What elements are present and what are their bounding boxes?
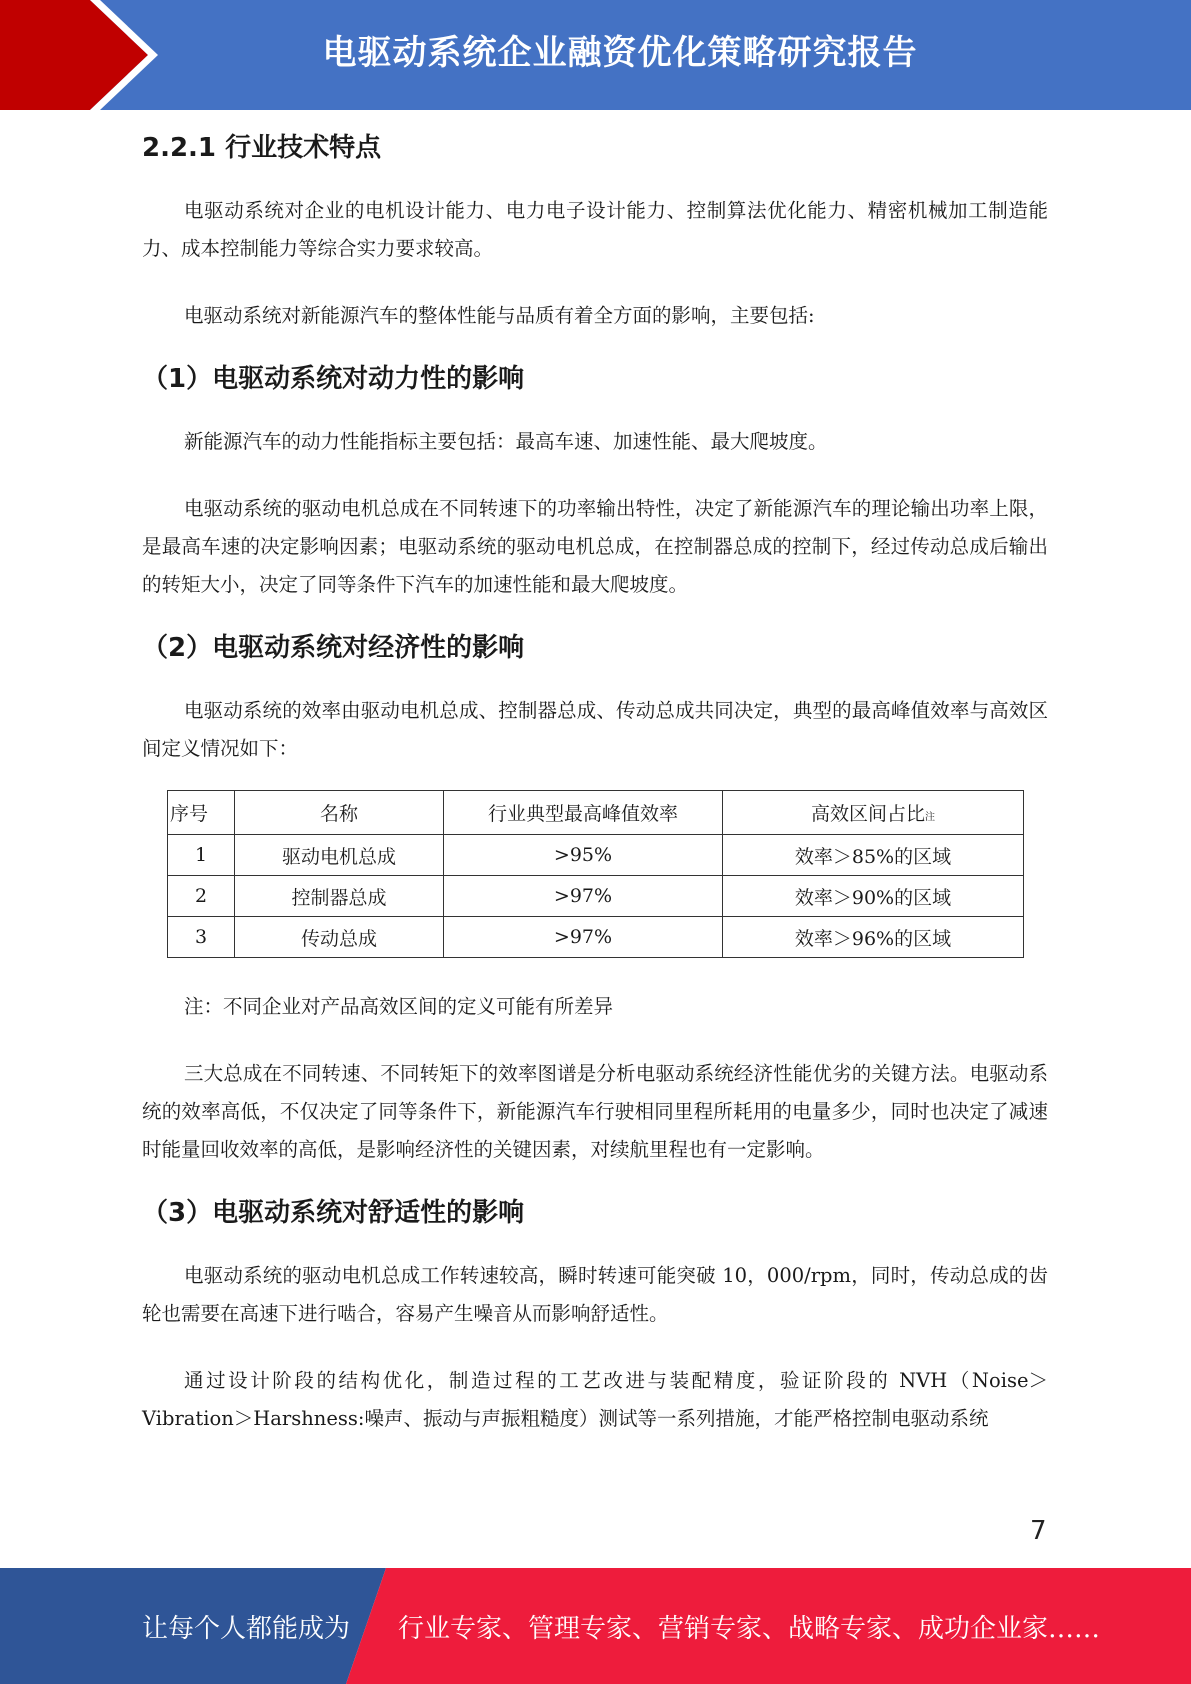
- table-header-row: [168, 791, 1024, 835]
- paragraph-efficiency-map: 三大总成在不同转速、不同转矩下的效率图谱是分析电驱动系统经济性能优劣的关键方法。电驱动系统的效率高低，不仅决定了同等条件下，新能源汽车行驶相同里程所耗用的电量多少，同时也决定了减速时能量回收效率的高低，是影响经济性的关键因素，对续航里程也有一定影响。: [142, 1062, 1048, 1161]
- subheading-power: （1）电驱动系统对动力性的影响: [142, 364, 525, 394]
- cell-peak: >97%: [444, 917, 723, 958]
- cell-range: 效率＞90%的区域: [723, 876, 1024, 917]
- table-row: [168, 835, 1024, 876]
- cell-range: 效率＞96%的区域: [723, 917, 1024, 958]
- cell-name: 驱动电机总成: [235, 835, 444, 876]
- efficiency-table: [167, 790, 1024, 958]
- report-title: 电驱动系统企业融资优化策略研究报告: [322, 33, 918, 73]
- paragraph-capabilities: 电驱动系统对企业的电机设计能力、电力电子设计能力、控制算法优化能力、精密机械加工制造能力、成本控制能力等综合实力要求较高。: [142, 199, 1048, 260]
- header-range-note: 注: [925, 812, 935, 823]
- cell-peak: >95%: [444, 835, 723, 876]
- page-number: 7: [1030, 1516, 1047, 1546]
- footer-slogan-left: 让每个人都能成为: [142, 1614, 351, 1644]
- cell-name: 传动总成: [235, 917, 444, 958]
- cell-range: 效率＞85%的区域: [723, 835, 1024, 876]
- subheading-economy: （2）电驱动系统对经济性的影响: [142, 633, 525, 663]
- paragraph-power-metrics: 新能源汽车的动力性能指标主要包括：最高车速、加速性能、最大爬坡度。: [184, 430, 828, 453]
- footer-slogan-right: 行业专家、管理专家、营销专家、战略专家、成功企业家……: [398, 1614, 1101, 1644]
- header-peak: 行业典型最高峰值效率: [444, 791, 723, 835]
- section-heading: 2.2.1 行业技术特点: [142, 133, 382, 163]
- cell-no: 3: [168, 917, 235, 958]
- paragraph-comfort-speed: 电驱动系统的驱动电机总成工作转速较高，瞬时转速可能突破 10，000/rpm，同时，传动总成的齿轮也需要在高速下进行啮合，容易产生噪音从而影响舒适性。: [142, 1264, 1048, 1325]
- subheading-comfort: （3）电驱动系统对舒适性的影响: [142, 1198, 525, 1228]
- table-row: [168, 876, 1024, 917]
- paragraph-efficiency-intro: 电驱动系统的效率由驱动电机总成、控制器总成、传动总成共同决定，典型的最高峰值效率与高效区间定义情况如下：: [142, 699, 1048, 760]
- page-content: [142, 124, 1048, 1438]
- cell-peak: >97%: [444, 876, 723, 917]
- paragraph-power-detail: 电驱动系统的驱动电机总成在不同转速下的功率输出特性，决定了新能源汽车的理论输出功率上限，是最高车速的决定影响因素；电驱动系统的驱动电机总成，在控制器总成的控制下，经过传动总成后输出的转矩大小，决定了同等条件下汽车的加速性能和最大爬坡度。: [142, 497, 1048, 596]
- header-name: 名称: [235, 791, 444, 835]
- paragraph-nvh: 通过设计阶段的结构优化，制造过程的工艺改进与装配精度，验证阶段的 NVH（Noise＞Vibration＞Harshness:噪声、振动与声振粗糙度）测试等一系列措施，才能严格控制电驱动系统: [142, 1369, 1048, 1430]
- header-banner: [0, 0, 1191, 110]
- table-row: [168, 917, 1024, 958]
- footer-banner: [0, 1568, 1191, 1684]
- cell-name: 控制器总成: [235, 876, 444, 917]
- table-note: 注：不同企业对产品高效区间的定义可能有所差异: [184, 995, 614, 1018]
- header-range: 高效区间占比注: [723, 791, 1024, 835]
- cell-no: 2: [168, 876, 235, 917]
- header-no: 序号: [168, 791, 235, 835]
- cell-no: 1: [168, 835, 235, 876]
- paragraph-impact-intro: 电驱动系统对新能源汽车的整体性能与品质有着全方面的影响，主要包括:: [184, 304, 815, 327]
